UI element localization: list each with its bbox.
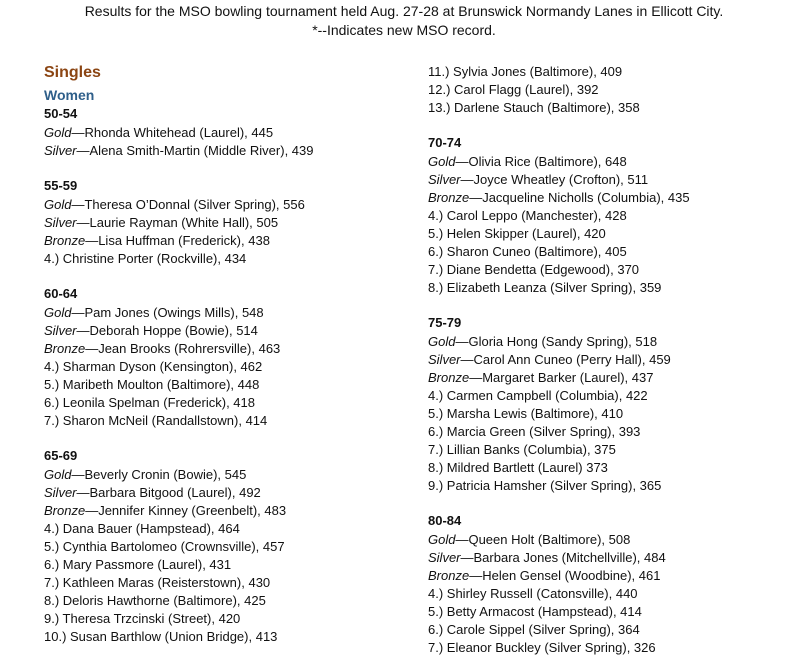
section-title: Singles bbox=[44, 64, 101, 81]
medal-label: Bronze bbox=[44, 233, 86, 248]
result-line bbox=[44, 466, 246, 483]
result-line: 5.) Cynthia Bartolomeo (Crownsville), 457 bbox=[44, 539, 285, 554]
result-text: —Barbara Jones (Mitchellville), 484 bbox=[460, 550, 666, 565]
result-line bbox=[428, 333, 657, 350]
result-text: —Helen Gensel (Woodbine), 461 bbox=[469, 568, 661, 583]
medal-label: Silver bbox=[428, 550, 461, 565]
result-text: —Rhonda Whitehead (Laurel), 445 bbox=[71, 125, 274, 140]
medal-label: Gold bbox=[44, 125, 72, 140]
section-subtitle: Women bbox=[44, 87, 95, 103]
result-line: 5.) Helen Skipper (Laurel), 420 bbox=[428, 226, 606, 241]
result-line: 5.) Marsha Lewis (Baltimore), 410 bbox=[428, 406, 624, 421]
result-line bbox=[428, 369, 653, 386]
result-text: —Margaret Barker (Laurel), 437 bbox=[469, 370, 654, 385]
result-line: 4.) Shirley Russell (Catonsville), 440 bbox=[428, 586, 638, 601]
medal-label: Bronze bbox=[428, 190, 470, 205]
result-line: 8.) Mildred Bartlett (Laurel) 373 bbox=[428, 460, 608, 475]
age-group-heading: 55-59 bbox=[44, 178, 78, 193]
result-text: —Beverly Cronin (Bowie), 545 bbox=[71, 467, 247, 482]
medal-label: Gold bbox=[44, 305, 72, 320]
result-line: 8.) Elizabeth Leanza (Silver Spring), 359 bbox=[428, 280, 662, 295]
medal-label: Bronze bbox=[44, 341, 86, 356]
result-line bbox=[44, 304, 264, 321]
result-line bbox=[44, 502, 286, 519]
age-group-heading: 50-54 bbox=[44, 106, 78, 121]
medal-label: Gold bbox=[44, 467, 72, 482]
result-line bbox=[44, 124, 273, 141]
result-text: —Deborah Hoppe (Bowie), 514 bbox=[76, 323, 258, 338]
result-line bbox=[44, 142, 313, 159]
result-line: 6.) Marcia Green (Silver Spring), 393 bbox=[428, 424, 641, 439]
result-line: 8.) Deloris Hawthorne (Baltimore), 425 bbox=[44, 593, 266, 608]
result-line: 7.) Kathleen Maras (Reisterstown), 430 bbox=[44, 575, 271, 590]
medal-label: Silver bbox=[44, 143, 77, 158]
document-header bbox=[0, 2, 808, 40]
medal-label: Gold bbox=[44, 197, 72, 212]
medal-label: Gold bbox=[428, 334, 456, 349]
result-line: 4.) Dana Bauer (Hampstead), 464 bbox=[44, 521, 240, 536]
result-text: —Queen Holt (Baltimore), 508 bbox=[455, 532, 631, 547]
medal-label: Silver bbox=[44, 485, 77, 500]
result-text: —Gloria Hong (Sandy Spring), 518 bbox=[455, 334, 658, 349]
medal-label: Gold bbox=[428, 154, 456, 169]
result-text: —Jean Brooks (Rohrersville), 463 bbox=[85, 341, 281, 356]
result-text: —Barbara Bitgood (Laurel), 492 bbox=[76, 485, 261, 500]
result-line bbox=[428, 171, 648, 188]
result-line: 5.) Maribeth Moulton (Baltimore), 448 bbox=[44, 377, 260, 392]
age-group-heading: 65-69 bbox=[44, 448, 78, 463]
result-line bbox=[428, 351, 671, 368]
medal-label: Silver bbox=[44, 323, 77, 338]
result-line: 5.) Betty Armacost (Hampstead), 414 bbox=[428, 604, 642, 619]
result-line: 13.) Darlene Stauch (Baltimore), 358 bbox=[428, 100, 640, 115]
result-line: 7.) Lillian Banks (Columbia), 375 bbox=[428, 442, 616, 457]
result-line: 7.) Eleanor Buckley (Silver Spring), 326 bbox=[428, 640, 656, 655]
result-line bbox=[428, 549, 666, 566]
result-line bbox=[44, 196, 305, 213]
result-line: 6.) Carole Sippel (Silver Spring), 364 bbox=[428, 622, 640, 637]
medal-label: Silver bbox=[428, 172, 461, 187]
result-text: —Olivia Rice (Baltimore), 648 bbox=[455, 154, 627, 169]
result-line bbox=[44, 214, 278, 231]
result-text: —Alena Smith-Martin (Middle River), 439 bbox=[76, 143, 314, 158]
medal-label: Gold bbox=[428, 532, 456, 547]
result-line: 4.) Sharman Dyson (Kensington), 462 bbox=[44, 359, 263, 374]
result-line: 10.) Susan Barthlow (Union Bridge), 413 bbox=[44, 629, 278, 644]
medal-label: Bronze bbox=[44, 503, 86, 518]
result-text: —Joyce Wheatley (Crofton), 511 bbox=[460, 172, 649, 187]
result-line: 6.) Mary Passmore (Laurel), 431 bbox=[44, 557, 232, 572]
result-line bbox=[44, 484, 261, 501]
result-line bbox=[44, 340, 280, 357]
result-line bbox=[428, 531, 630, 548]
result-line bbox=[44, 322, 258, 339]
result-line: 4.) Carmen Campbell (Columbia), 422 bbox=[428, 388, 648, 403]
result-text: —Lisa Huffman (Frederick), 438 bbox=[85, 233, 270, 248]
age-group-heading: 80-84 bbox=[428, 513, 462, 528]
result-line bbox=[428, 189, 690, 206]
result-line bbox=[44, 232, 270, 249]
result-line: 6.) Leonila Spelman (Frederick), 418 bbox=[44, 395, 255, 410]
result-line: 4.) Christine Porter (Rockville), 434 bbox=[44, 251, 247, 266]
medal-label: Bronze bbox=[428, 568, 470, 583]
result-line: 7.) Diane Bendetta (Edgewood), 370 bbox=[428, 262, 640, 277]
header-title: Results for the MSO bowling tournament held Aug. 27-28 at Brunswick Normandy Lanes in Ellicott City. bbox=[84, 3, 724, 19]
medal-label: Silver bbox=[44, 215, 77, 230]
medal-label: Silver bbox=[428, 352, 461, 367]
result-line: 6.) Sharon Cuneo (Baltimore), 405 bbox=[428, 244, 627, 259]
result-line: 11.) Sylvia Jones (Baltimore), 409 bbox=[428, 64, 623, 79]
result-line: 9.) Theresa Trzcinski (Street), 420 bbox=[44, 611, 241, 626]
result-text: —Jennifer Kinney (Greenbelt), 483 bbox=[85, 503, 287, 518]
result-text: —Carol Ann Cuneo (Perry Hall), 459 bbox=[460, 352, 671, 367]
result-line: 4.) Carol Leppo (Manchester), 428 bbox=[428, 208, 627, 223]
result-line bbox=[428, 567, 660, 584]
result-line: 12.) Carol Flagg (Laurel), 392 bbox=[428, 82, 599, 97]
result-text: —Pam Jones (Owings Mills), 548 bbox=[71, 305, 264, 320]
result-line bbox=[428, 153, 627, 170]
age-group-heading: 60-64 bbox=[44, 286, 78, 301]
result-text: —Theresa O’Donnal (Silver Spring), 556 bbox=[71, 197, 305, 212]
result-text: —Laurie Rayman (White Hall), 505 bbox=[76, 215, 279, 230]
result-line: 7.) Sharon McNeil (Randallstown), 414 bbox=[44, 413, 268, 428]
age-group-heading: 70-74 bbox=[428, 135, 462, 150]
result-line: 9.) Patricia Hamsher (Silver Spring), 365 bbox=[428, 478, 662, 493]
result-text: —Jacqueline Nicholls (Columbia), 435 bbox=[469, 190, 690, 205]
header-record-note: *--Indicates new MSO record. bbox=[312, 22, 496, 38]
medal-label: Bronze bbox=[428, 370, 470, 385]
age-group-heading: 75-79 bbox=[428, 315, 462, 330]
